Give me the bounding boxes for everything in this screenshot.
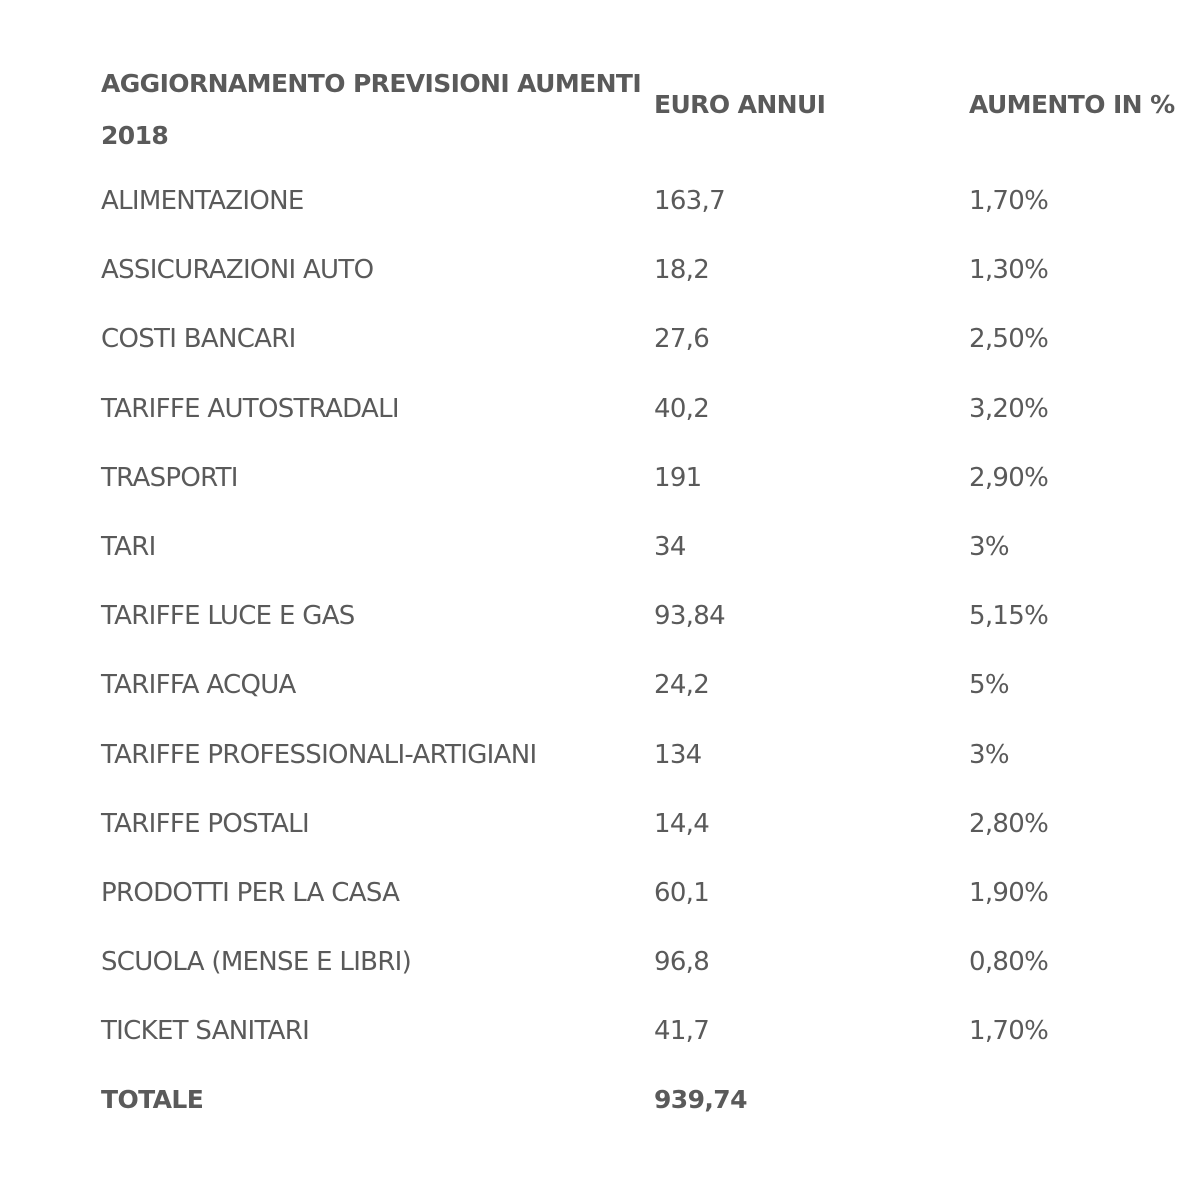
row-voce: TARIFFE AUTOSTRADALI	[101, 393, 399, 424]
row-euro: 24,2	[654, 670, 710, 701]
total-label: TOTALE	[101, 1085, 204, 1115]
row-aumento: 2,50%	[969, 324, 1049, 355]
row-euro: 163,7	[654, 186, 725, 216]
table-row	[101, 927, 1181, 996]
table-row	[101, 166, 1181, 235]
row-euro: 60,1	[654, 877, 710, 908]
row-euro: 93,84	[654, 601, 725, 632]
row-euro: 18,2	[654, 255, 710, 286]
row-euro: 27,6	[654, 324, 710, 355]
row-euro: 41,7	[654, 1016, 710, 1047]
header-aumento-percent: AUMENTO IN %	[969, 90, 1175, 119]
row-aumento: 1,70%	[969, 1016, 1049, 1047]
row-voce: TARIFFE LUCE E GAS	[101, 601, 355, 632]
row-euro: 34	[654, 531, 686, 562]
row-aumento: 5%	[969, 670, 1009, 701]
table-row	[101, 581, 1181, 650]
row-aumento: 3%	[969, 739, 1009, 770]
row-voce: ASSICURAZIONI AUTO	[101, 255, 374, 286]
table-header	[101, 58, 1181, 166]
row-aumento: 3,20%	[969, 393, 1049, 424]
total-euro: 939,74	[654, 1085, 747, 1115]
row-voce: TICKET SANITARI	[101, 1016, 310, 1047]
row-aumento: 1,90%	[969, 877, 1049, 908]
row-aumento: 2,80%	[969, 808, 1049, 839]
table-row	[101, 443, 1181, 512]
table-row	[101, 858, 1181, 927]
table-row	[101, 789, 1181, 858]
row-voce: TARIFFE PROFESSIONALI-ARTIGIANI	[101, 739, 537, 770]
header-voce: AGGIORNAMENTO PREVISIONI AUMENTI 2018	[101, 69, 642, 150]
header-euro-annui: EURO ANNUI	[654, 90, 826, 119]
table-row	[101, 235, 1181, 304]
row-euro: 96,8	[654, 947, 710, 978]
row-aumento: 5,15%	[969, 601, 1049, 632]
row-aumento: 2,90%	[969, 462, 1049, 493]
row-voce: TARI	[101, 531, 156, 562]
table-row	[101, 996, 1181, 1065]
row-aumento: 1,30%	[969, 255, 1049, 286]
table-row	[101, 512, 1181, 581]
total-row	[101, 1065, 1181, 1134]
row-euro: 134	[654, 739, 702, 770]
table-row	[101, 304, 1181, 373]
row-euro: 40,2	[654, 393, 710, 424]
table-row	[101, 374, 1181, 443]
row-voce: ALIMENTAZIONE	[101, 186, 304, 216]
row-euro: 191	[654, 462, 702, 493]
row-aumento: 3%	[969, 531, 1009, 562]
row-voce: SCUOLA (MENSE E LIBRI)	[101, 947, 412, 978]
aumenti-table	[101, 58, 1181, 1135]
table-row	[101, 650, 1181, 719]
row-voce: TARIFFE POSTALI	[101, 808, 309, 839]
row-voce: COSTI BANCARI	[101, 324, 296, 355]
row-euro: 14,4	[654, 808, 710, 839]
row-voce: PRODOTTI PER LA CASA	[101, 877, 400, 908]
row-aumento: 1,70%	[969, 186, 1049, 216]
row-voce: TARIFFA ACQUA	[101, 670, 296, 701]
row-aumento: 0,80%	[969, 947, 1049, 978]
table-row	[101, 720, 1181, 789]
row-voce: TRASPORTI	[101, 462, 238, 493]
